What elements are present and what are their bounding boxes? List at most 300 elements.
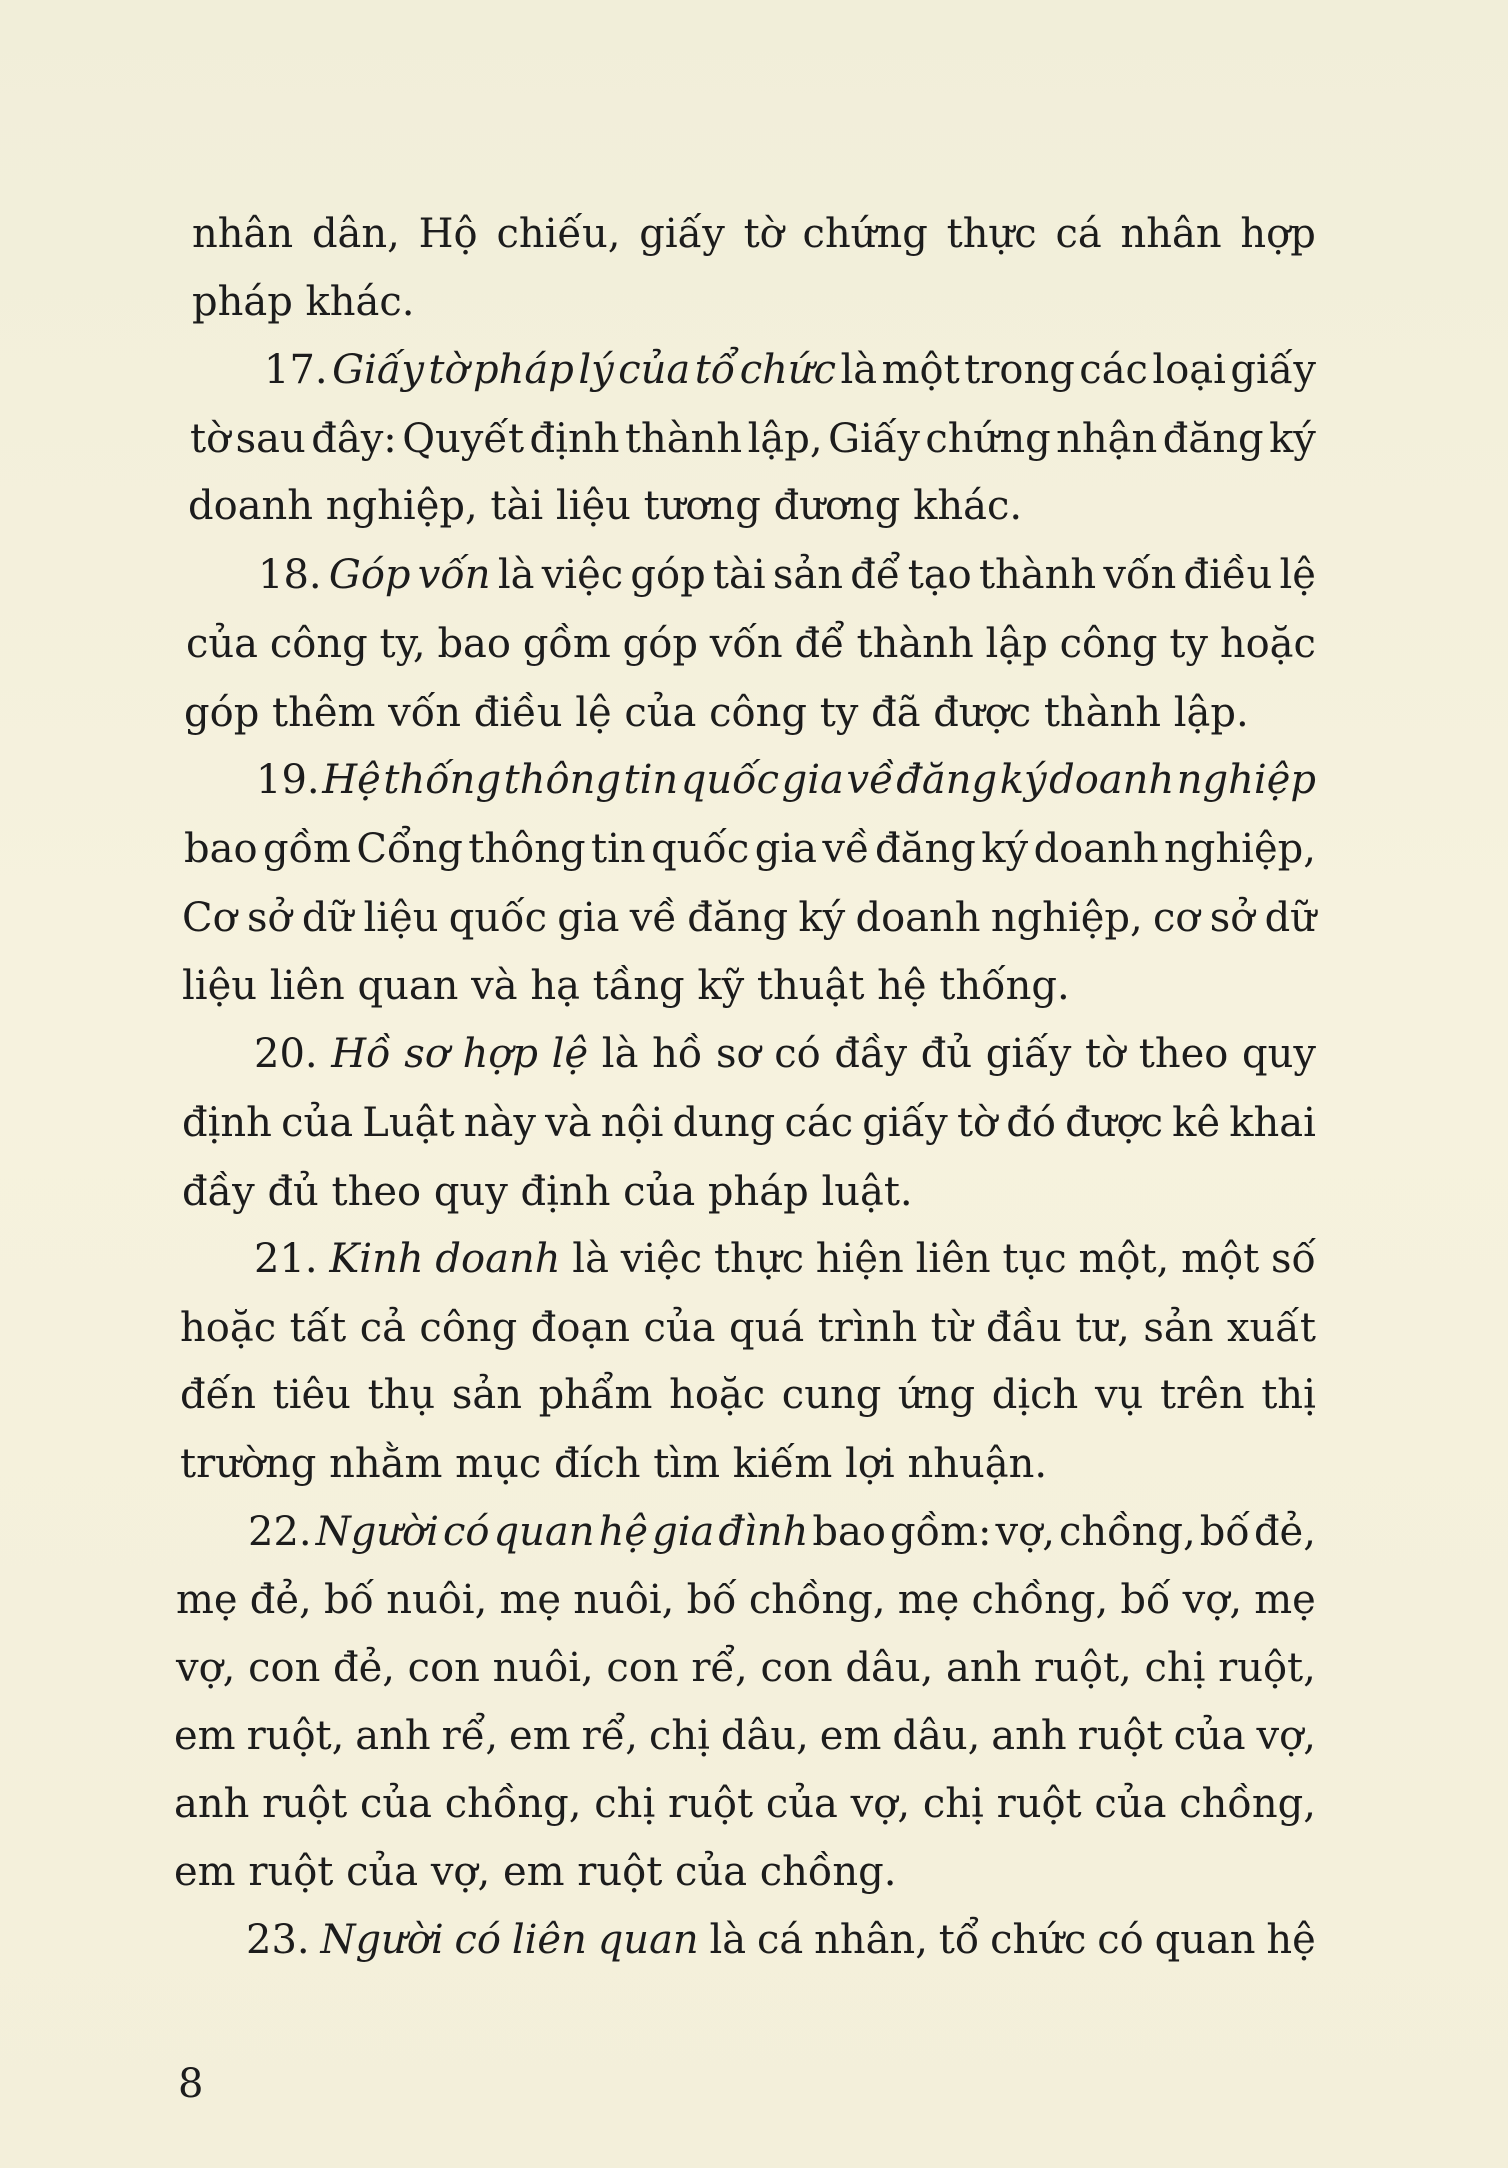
word: của [624, 690, 710, 736]
word: của [675, 1849, 760, 1895]
word: lập. [1173, 690, 1249, 736]
word: từ [930, 1305, 973, 1351]
word: là [497, 552, 535, 598]
word: anh [174, 1781, 250, 1827]
defined-term-word: Hồ [331, 1031, 391, 1077]
word: Cổng [356, 826, 463, 872]
word: đích [553, 1441, 654, 1487]
word: mục [455, 1441, 554, 1487]
word: ruột [262, 1781, 348, 1827]
word: rể, [691, 1645, 748, 1691]
word: em [502, 1849, 578, 1895]
word: dân, [311, 211, 400, 257]
word: thành [624, 416, 743, 462]
defined-term-word: có [443, 1509, 490, 1555]
word: chị [594, 1781, 656, 1827]
word: của [1173, 1713, 1246, 1759]
word: 19. [256, 757, 320, 803]
word: và [471, 963, 531, 1009]
word: xuất [1226, 1305, 1316, 1351]
word: tìm [653, 1441, 733, 1487]
word: hoặc [180, 1305, 277, 1351]
word: con [248, 1645, 321, 1691]
word: đẻ, [333, 1645, 395, 1691]
word: của [346, 1849, 431, 1895]
word: có [1097, 1917, 1144, 1963]
word: thông [468, 826, 586, 872]
defined-term-word: về [846, 757, 894, 803]
word: lệ [1279, 552, 1316, 598]
text-line [180, 1430, 1047, 1498]
word: của [186, 621, 259, 667]
word: dâu, [845, 1645, 934, 1691]
word: vợ, [1256, 1713, 1316, 1759]
word: tờ [190, 416, 231, 462]
word: đăng [687, 895, 789, 941]
text-line [254, 1020, 1316, 1088]
word: em [174, 1713, 236, 1759]
word: thực [713, 1236, 804, 1282]
word: gia [557, 895, 620, 941]
word: doanh [855, 895, 981, 941]
word: tư, [1075, 1305, 1130, 1351]
word: bao [437, 621, 511, 667]
text-line [246, 1906, 1316, 1974]
word: sở [1209, 895, 1255, 941]
defined-term-word: lệ [551, 1031, 589, 1077]
word: 17. [264, 347, 328, 393]
word: nhận [1056, 416, 1158, 462]
word: Luật [362, 1100, 455, 1146]
word: anh [991, 1713, 1067, 1759]
word: con [760, 1645, 833, 1691]
text-line [180, 1361, 1316, 1429]
word: vốn [388, 690, 474, 736]
word: thị [1261, 1372, 1316, 1418]
word: mẹ [176, 1577, 238, 1623]
text-line [182, 884, 1316, 952]
word: và [545, 1100, 592, 1146]
word: công [419, 1305, 518, 1351]
text-line [254, 1225, 1316, 1293]
word: ruột [996, 1781, 1082, 1827]
word: em [174, 1849, 249, 1895]
text-line [248, 1498, 1316, 1566]
word: lệ [575, 690, 625, 736]
word: tài [490, 483, 556, 529]
word: ruột, [246, 1713, 345, 1759]
word: phẩm [538, 1372, 653, 1418]
defined-term-word: hợp [462, 1031, 539, 1077]
defined-term-word: tin [623, 757, 679, 803]
word: em [509, 1713, 571, 1759]
word: hoặc [1219, 621, 1316, 667]
word: quan [1154, 1917, 1256, 1963]
text-line [182, 1089, 1316, 1157]
word: giấy [862, 1100, 948, 1146]
word: điều [473, 690, 576, 736]
text-line [176, 1566, 1316, 1634]
word: đăng [875, 826, 976, 872]
word: ruột, [1034, 1645, 1132, 1691]
word: 22. [248, 1509, 312, 1555]
word: đẻ, [1253, 1509, 1316, 1555]
word: dữ [1264, 895, 1316, 941]
word: đẻ, [249, 1577, 312, 1623]
word: nghiệp, [1164, 826, 1316, 872]
word: hiện [815, 1236, 904, 1282]
defined-term-word: đình [718, 1509, 809, 1555]
word: đầu [985, 1305, 1062, 1351]
word: bố [1199, 1509, 1250, 1555]
word: góp [630, 552, 706, 598]
word: khác. [913, 483, 1023, 529]
defined-term-word: Người [320, 1917, 444, 1963]
word: góp [622, 621, 698, 667]
word: nuôi, [492, 1645, 594, 1691]
word: trình [817, 1305, 918, 1351]
word: đăng [1162, 416, 1264, 462]
word: sau [235, 416, 306, 462]
word: cung [781, 1372, 882, 1418]
word: nhân [1120, 211, 1222, 257]
word: khác. [305, 279, 415, 325]
word: kiếm [732, 1441, 846, 1487]
word: tạo [907, 552, 972, 598]
word: cơ [1153, 895, 1200, 941]
word: tờ [1084, 1031, 1126, 1077]
defined-term-word: Hệ [322, 757, 381, 803]
defined-term-word: hệ [598, 1509, 649, 1555]
word: bố [323, 1577, 375, 1623]
word: ruột [1077, 1713, 1163, 1759]
word: nghiệp, [990, 895, 1143, 941]
word: doanh [188, 483, 326, 529]
text-line [184, 815, 1316, 883]
word: đương [773, 483, 914, 529]
word: hạ [530, 963, 593, 1009]
word: một [1181, 1236, 1260, 1282]
word: theo [331, 1169, 434, 1215]
defined-term-word: Góp [328, 552, 411, 598]
word: đó [1006, 1100, 1056, 1146]
text-line [180, 1294, 1316, 1362]
word: gồm [262, 826, 351, 872]
word: mẹ [1254, 1577, 1316, 1623]
word: pháp [707, 1169, 822, 1215]
word: là [709, 1917, 747, 1963]
word: là [572, 1236, 609, 1282]
defined-term-word: Kinh [329, 1236, 424, 1282]
word: sơ [715, 1031, 761, 1077]
word: tương [643, 483, 774, 529]
word: chức [990, 1917, 1087, 1963]
word: kê [1172, 1100, 1221, 1146]
word: loại [1152, 347, 1226, 393]
word: lập, [747, 416, 823, 462]
word: mẹ [499, 1577, 562, 1623]
text-line [174, 1702, 1316, 1770]
word: gồm [522, 621, 611, 667]
word: chị [648, 1713, 710, 1759]
word: chị [1144, 1645, 1206, 1691]
word: các [1079, 347, 1148, 393]
word: chồng, [1179, 1781, 1316, 1827]
word: quốc [448, 895, 548, 941]
word: cá [756, 1917, 804, 1963]
word: Giấy [828, 416, 920, 462]
word: chồng, [444, 1781, 582, 1827]
word: ký [1269, 416, 1316, 462]
word: cả [359, 1305, 406, 1351]
word: vợ, [430, 1849, 503, 1895]
text-line [174, 1838, 896, 1906]
word: để [794, 621, 845, 667]
word: con [407, 1645, 480, 1691]
word: pháp [192, 279, 306, 325]
word: đủ [267, 1169, 332, 1215]
word: của [643, 1305, 716, 1351]
word: hợp [1240, 211, 1316, 257]
word: này [463, 1100, 536, 1146]
word: thuật [756, 963, 878, 1009]
word: kỹ [697, 963, 757, 1009]
word: có [774, 1031, 821, 1077]
word: doanh [1033, 826, 1159, 872]
word: liệu [182, 963, 270, 1009]
word: đủ [920, 1031, 973, 1077]
text-line [256, 746, 1316, 814]
defined-term-word: thống [383, 757, 502, 803]
word: hệ [1266, 1917, 1316, 1963]
word: chứng [925, 416, 1051, 462]
defined-term-word: gia [652, 1509, 715, 1555]
text-line [190, 405, 1316, 473]
word: ký [798, 895, 846, 941]
word: định [520, 1169, 624, 1215]
defined-term-word: của [618, 347, 691, 393]
defined-term-word: ký [999, 757, 1047, 803]
word: một [881, 347, 960, 393]
word: của [281, 1100, 354, 1146]
word: bố [1120, 1577, 1171, 1623]
word: tất [289, 1305, 347, 1351]
word: dâu, [720, 1713, 809, 1759]
word: vốn [709, 621, 783, 667]
word: anh [355, 1713, 431, 1759]
word: hoặc [669, 1372, 766, 1418]
word: bao [184, 826, 258, 872]
word: liên [915, 1236, 991, 1282]
word: dung [672, 1100, 776, 1146]
defined-term-word: quốc [680, 757, 780, 803]
word: dữ [301, 895, 354, 941]
defined-term-word: doanh [435, 1236, 561, 1282]
defined-term-word: pháp [473, 347, 574, 393]
word: Quyết [402, 416, 525, 462]
word: quá [729, 1305, 805, 1351]
defined-term-word: lý [578, 347, 614, 393]
word: để [850, 552, 901, 598]
word: ty [819, 690, 872, 736]
word: vợ, [995, 1509, 1055, 1555]
word: ruột [248, 1849, 347, 1895]
word: tầng [592, 963, 698, 1009]
word: của [623, 1169, 708, 1215]
word: anh [945, 1645, 1022, 1691]
word: cá [1055, 211, 1102, 257]
word: thống. [939, 963, 1070, 1009]
word: là [601, 1031, 639, 1077]
text-line [182, 952, 1070, 1020]
word: tiêu [272, 1372, 351, 1418]
word: là [840, 347, 878, 393]
word: chồng. [759, 1849, 897, 1895]
word: công [269, 621, 368, 667]
defined-term-word: sơ [404, 1031, 449, 1077]
word: góp [184, 690, 273, 736]
word: chồng, [1059, 1509, 1196, 1555]
word: vợ, [176, 1645, 236, 1691]
word: về [629, 895, 678, 941]
word: Cơ [182, 895, 237, 941]
word: của [359, 1781, 432, 1827]
defined-term-word: gia [781, 757, 844, 803]
word: các [784, 1100, 854, 1146]
defined-term-word: quan [597, 1917, 699, 1963]
word: quan [357, 963, 472, 1009]
word: công [1059, 621, 1158, 667]
word: chiếu, [496, 211, 621, 257]
defined-term-word: Giấy [332, 347, 424, 393]
word: đây: [311, 416, 397, 462]
word: về [822, 826, 870, 872]
defined-term-word: doanh [1049, 757, 1175, 803]
word: nhân [192, 211, 294, 257]
word: con [606, 1645, 679, 1691]
word: mẹ [897, 1577, 960, 1623]
word: ruột, [1218, 1645, 1316, 1691]
word: nuôi, [573, 1577, 675, 1623]
word: sở [246, 895, 292, 941]
word: ty, [379, 621, 426, 667]
word: tờ [743, 211, 784, 257]
word: ty [1169, 621, 1208, 667]
page-number: 8 [178, 2061, 204, 2107]
word: chị [922, 1781, 984, 1827]
word: ruột [668, 1781, 754, 1827]
defined-term-word: chức [739, 347, 837, 393]
defined-term-word: nghiệp [1176, 757, 1316, 803]
word: vợ, [850, 1781, 911, 1827]
text-line [188, 472, 1022, 540]
word: liệu [363, 895, 439, 941]
word: lập [985, 621, 1048, 667]
word: tài [712, 552, 766, 598]
word: tục [1002, 1236, 1067, 1282]
word: đã [871, 690, 934, 736]
word: hệ [877, 963, 940, 1009]
word: rể, [441, 1713, 499, 1759]
word: trên [1159, 1372, 1245, 1418]
word: điều [1183, 552, 1273, 598]
word: nhân, [814, 1917, 928, 1963]
word: thực [946, 211, 1037, 257]
word: liệu [555, 483, 644, 529]
defined-term-word: vốn [417, 552, 491, 598]
word: trường [180, 1441, 330, 1487]
word: thành [978, 552, 1097, 598]
word: nhuận. [907, 1441, 1048, 1487]
word: nội [600, 1100, 664, 1146]
word: dịch [991, 1372, 1079, 1418]
text-line [176, 1634, 1316, 1702]
word: tổ [938, 1917, 980, 1963]
word: khai [1229, 1100, 1316, 1146]
word: luật. [821, 1169, 913, 1215]
defined-term-word: tờ [428, 347, 469, 393]
word: quy [433, 1169, 521, 1215]
word: 20. [254, 1031, 318, 1077]
word: trong [964, 347, 1075, 393]
text-line [184, 679, 1249, 747]
text-line [192, 200, 1316, 268]
word: giấy [985, 1031, 1072, 1077]
word: thêm [272, 690, 389, 736]
word: ứng [897, 1372, 976, 1418]
text-line [186, 610, 1316, 678]
defined-term-word: thông [503, 757, 621, 803]
word: số [1270, 1236, 1316, 1282]
word: nghiệp, [325, 483, 491, 529]
word: gồm: [890, 1509, 992, 1555]
word: ký [981, 826, 1029, 872]
defined-term-word: đăng [896, 757, 998, 803]
text-line [264, 336, 1316, 404]
word: đầy [182, 1169, 268, 1215]
word: quốc [651, 826, 750, 872]
word: thành [856, 621, 974, 667]
text-line [258, 541, 1316, 609]
word: 18. [258, 552, 322, 598]
word: vốn [1103, 552, 1177, 598]
word: sản [1143, 1305, 1214, 1351]
word: gia [754, 826, 817, 872]
word: chồng, [971, 1577, 1109, 1623]
word: bố [686, 1577, 737, 1623]
word: thụ [367, 1372, 436, 1418]
word: tin [591, 826, 646, 872]
word: đoạn [530, 1305, 631, 1351]
word: bao [812, 1509, 886, 1555]
word: dâu, [892, 1713, 981, 1759]
word: định [529, 416, 620, 462]
word: em [819, 1713, 882, 1759]
word: hồ [652, 1031, 703, 1077]
word: rể, [581, 1713, 639, 1759]
defined-term-word: liên [511, 1917, 587, 1963]
word: vợ, [1182, 1577, 1243, 1623]
defined-term-word: quan [493, 1509, 595, 1555]
word: sản [451, 1372, 522, 1418]
text-line [192, 268, 415, 336]
defined-term-word: tổ [694, 347, 736, 393]
word: của [765, 1781, 838, 1827]
word: 21. [254, 1236, 318, 1282]
word: nuôi, [386, 1577, 488, 1623]
word: giấy [639, 211, 725, 257]
word: nhằm [329, 1441, 456, 1487]
